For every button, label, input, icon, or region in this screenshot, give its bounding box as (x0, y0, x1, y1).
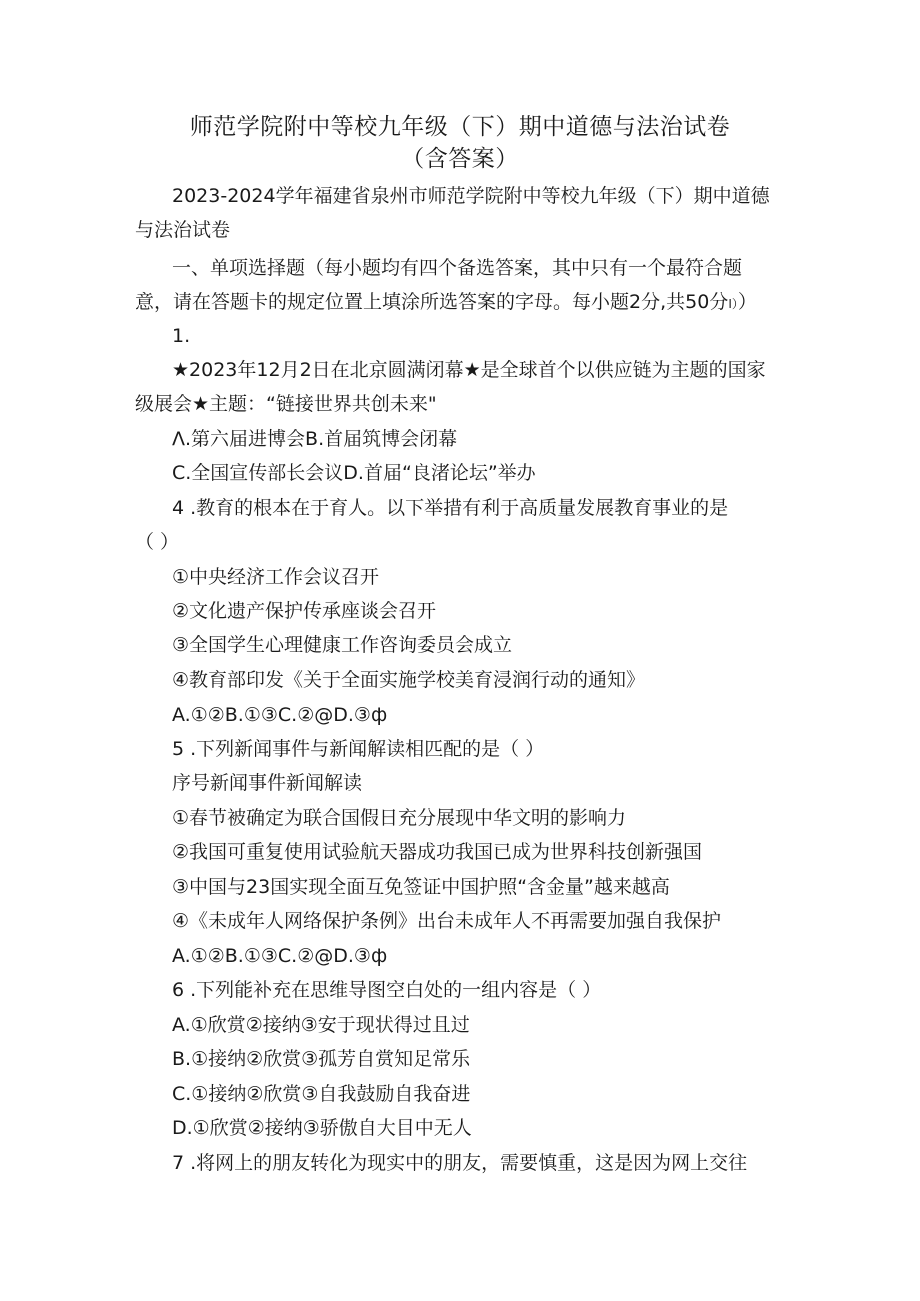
question-4-item-3: ③全国学生心理健康工作咨询委员会成立 (172, 634, 513, 656)
question-5-item-1: ①春节被确定为联合国假日充分展现中华文明的影响力 (172, 807, 627, 829)
question-5-options: A.①②B.①③C.②@D.③ф (172, 945, 388, 967)
question-5-item-4: ④《未成年人网络保护条例》出台未成年人不再需要加强自我保护 (172, 910, 722, 932)
question-6-option-b: B.①接纳②欣赏③孤芳自赏知足常乐 (172, 1048, 471, 1070)
question-4-item-1: ①中央经济工作会议召开 (172, 566, 380, 588)
question-7-stem-line-1: 7 .将网上的朋友转化为现实中的朋友，需要慎重，这是因为网上交往 (172, 1152, 748, 1174)
question-5-item-2: ②我国可重复使用试验航天器成功我国已成为世界科技创新强国 (172, 841, 703, 863)
question-6-option-a: A.①欣赏②接纳③安于现状得过且过 (172, 1014, 470, 1036)
subtitle-line-1: 2023-2024学年福建省泉州市师范学院附中等校九年级（下）期中道德 (172, 185, 770, 207)
section-1-instruction-text: 意，请在答题卡的规定位置上填涂所选答案的字母。每小题2分,共50分 (135, 291, 729, 313)
section-1-instruction-line-2 (135, 289, 757, 317)
question-4-item-4: ④教育部印发《关于全面实施学校美育浸润行动的通知》 (172, 669, 646, 691)
question-1-options-cd: C.全国宣传部长会议D.首届“良渚论坛”举办 (172, 462, 536, 484)
document-title-line-1: 师范学院附中等校九年级（下）期中道德与法治试卷 (189, 114, 731, 140)
question-5-table-header: 序号新闻事件新闻解读 (172, 772, 363, 794)
question-1-text-line-1: ★2023年12月2日在北京圆满闭幕★是全球首个以供应链为主题的国家 (172, 359, 766, 381)
section-1-instruction-close: ） (737, 291, 757, 313)
question-6-option-c: C.①接纳②欣赏③自我鼓励自我奋进 (172, 1083, 471, 1105)
question-4-stem-line-2: （ ） (135, 531, 180, 553)
question-4-stem-line-1: 4 .教育的根本在于育人。以下举措有利于高质量发展教育事业的是 (172, 497, 729, 519)
question-5-stem: 5 .下列新闻事件与新闻解读相匹配的是（ ） (172, 738, 545, 760)
section-1-instruction-small-mark: I） (728, 297, 738, 311)
question-4-item-2: ②文化遗产保护传承座谈会召开 (172, 600, 437, 622)
question-1-text-line-2: 级展会★主题：“链接世界共创未来" (135, 393, 437, 415)
question-6-stem: 6 .下列能补充在思维导图空白处的一组内容是（ ） (172, 979, 602, 1001)
subtitle-line-2: 与法治试卷 (135, 219, 231, 241)
question-1-number: 1. (172, 325, 191, 347)
section-1-instruction-line-1: 一、单项选择题（每小题均有四个备选答案，其中只有一个最符合题 (172, 257, 743, 279)
document-title-line-2: （含答案） (401, 146, 519, 172)
question-1-options-ab: Λ.第六届进博会B.首届筑博会闭幕 (172, 428, 458, 450)
question-4-options: A.①②B.①③C.②@D.③ф (172, 704, 388, 726)
question-6-option-d: D.①欣赏②接纳③骄傲自大目中无人 (172, 1117, 472, 1139)
question-5-item-3: ③中国与23国实现全面互免签证中国护照“含金量”越来越高 (172, 876, 670, 898)
